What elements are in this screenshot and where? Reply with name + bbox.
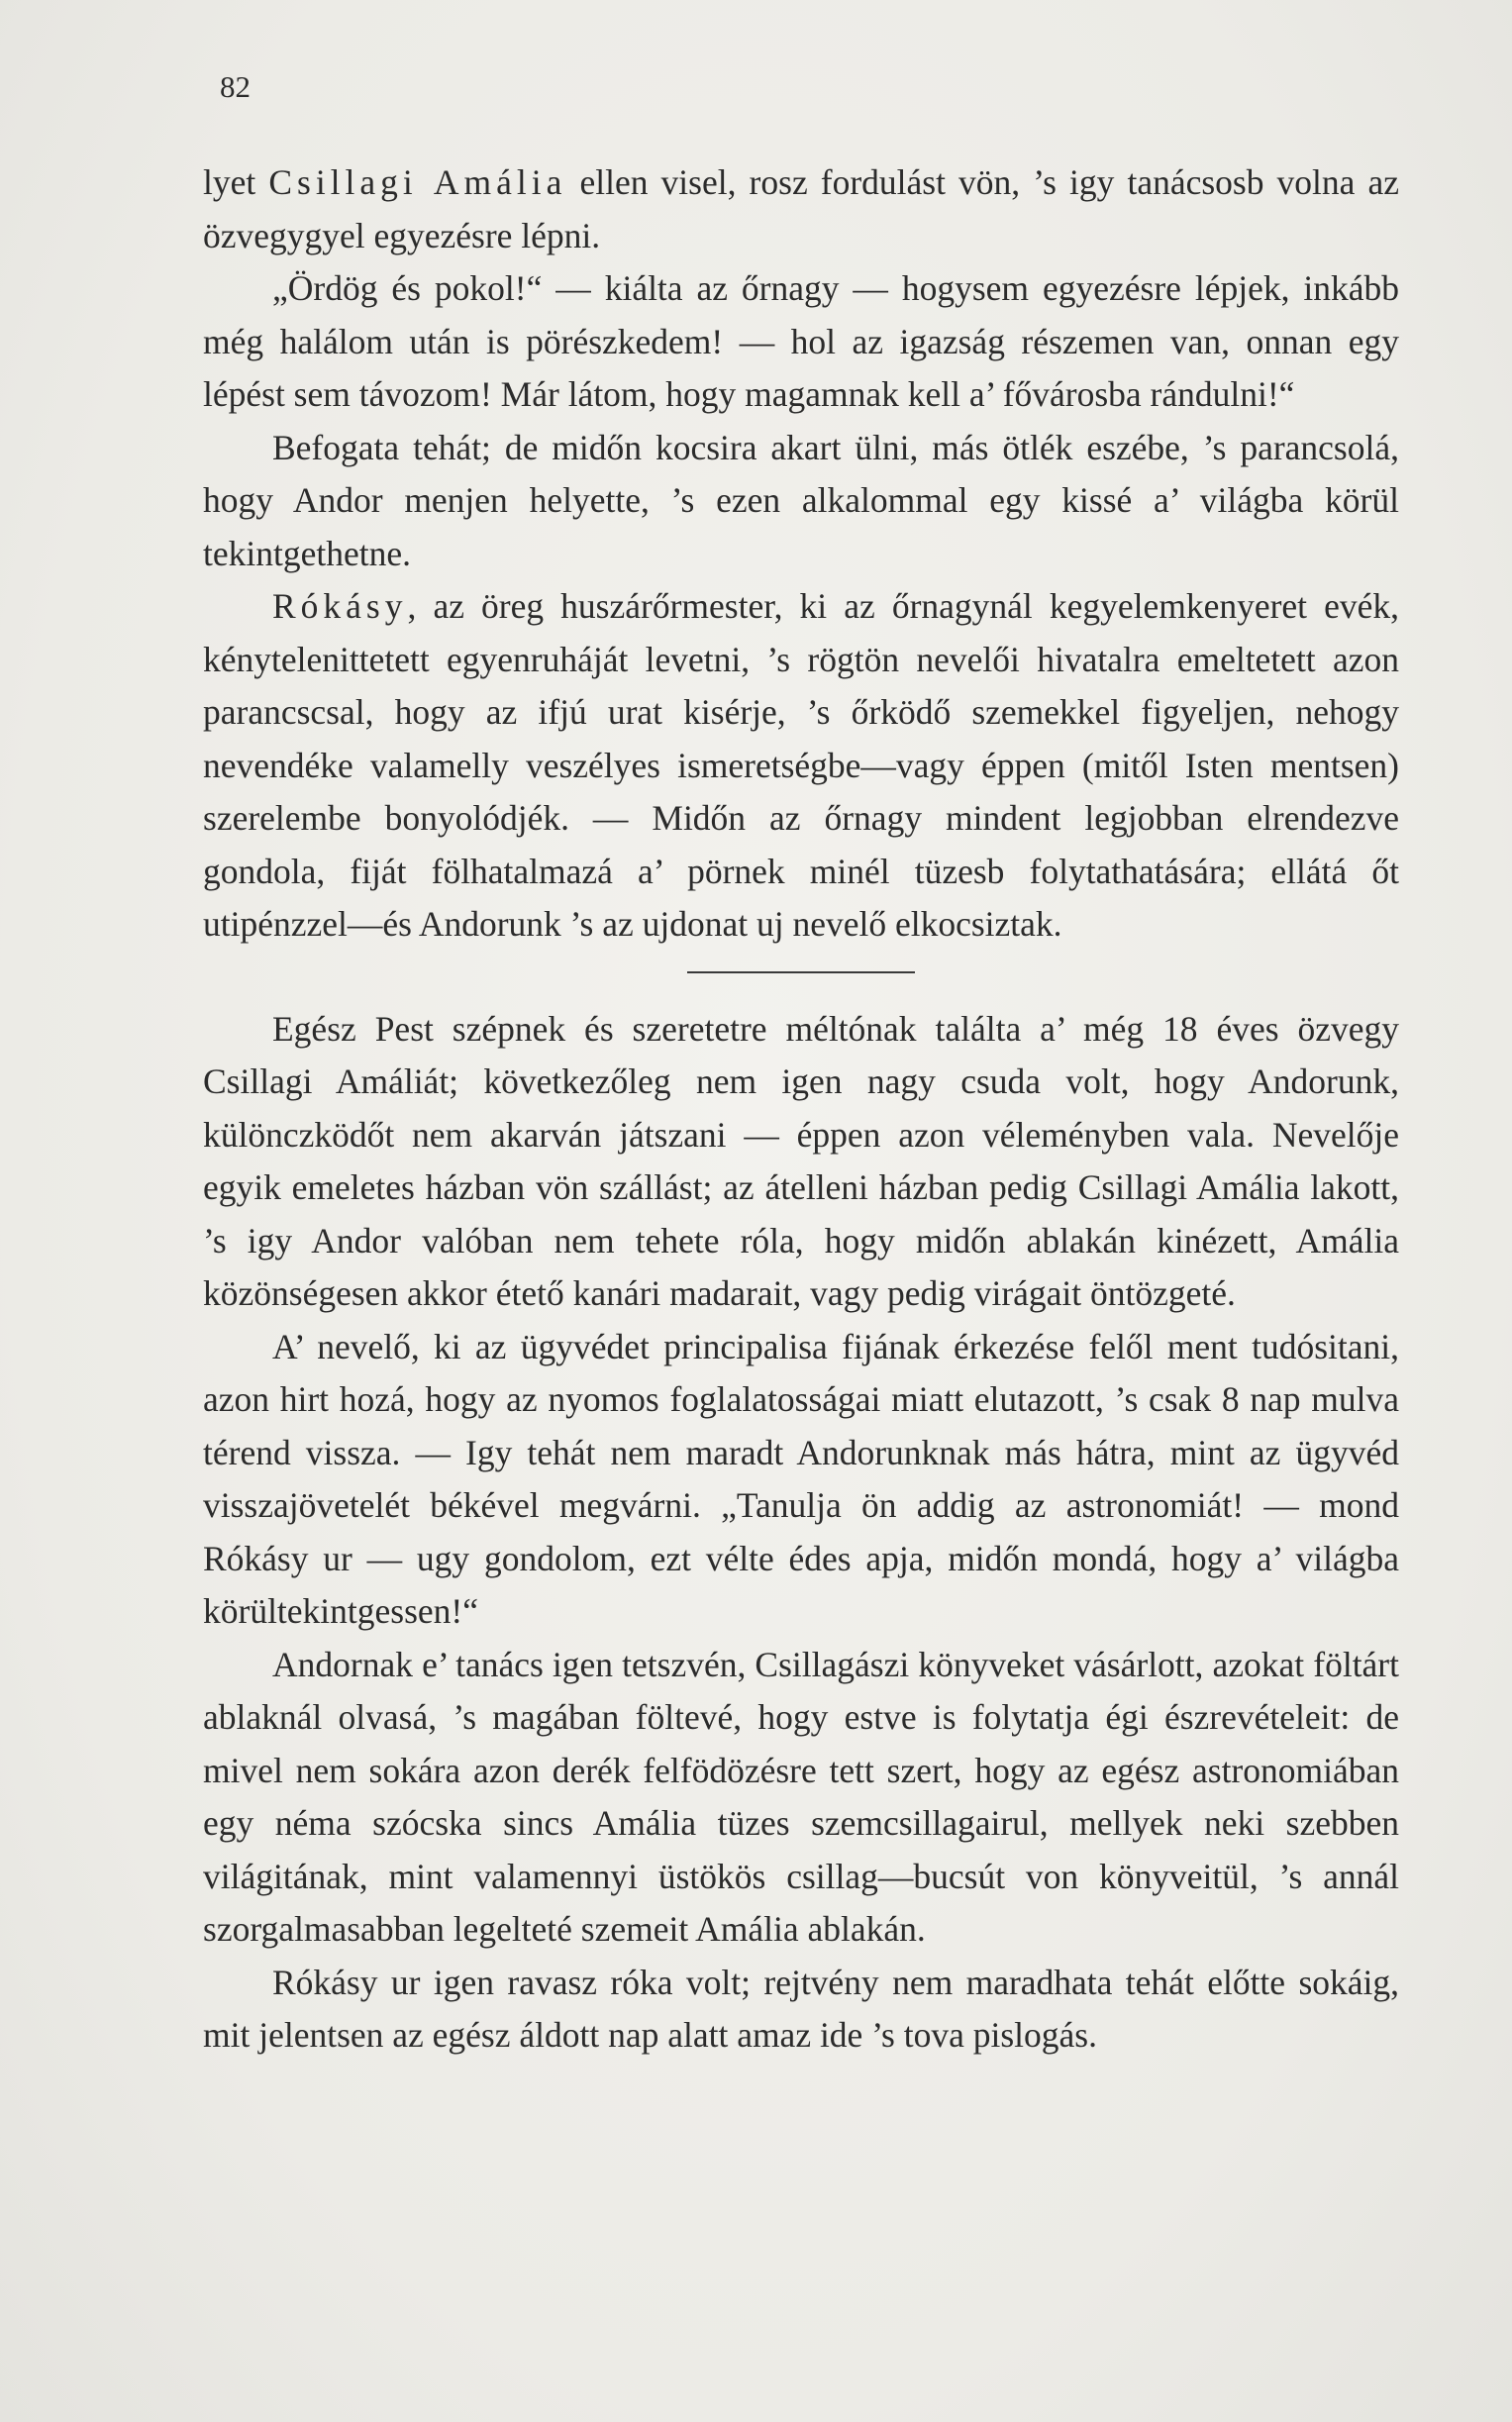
paragraph-text: ellen visel, rosz fordulást vön, ’s igy tanácsosb volna az özvegygyel egyezésre lépni. [203,162,1400,255]
paragraph: Rókásy ur igen ravasz róka volt; rejtvény nem maradhata tehát előtte sokáig, mit jelentsen az egész áldott nap alatt amaz ide ’s tova pislogás. [203,1962,1399,2055]
paragraph-text: , az öreg huszárőrmester, ki az őrnagynál kegyelemkenyeret evék, kénytelenittetett egyenruháját levetni, ’s rögtön nevelői hivatalra emeltetett azon parancscsal, hogy az ifjú urat kisérje, ’s őrködő szemekkel figyeljen, nehogy nevendéke valamelly veszélyes ismeretségbe—vagy éppen (mitől Isten mentsen) szerelembe bonyolódjék. — Midőn az őrnagy mindent legjobban elrendezve gondola, fiját fölhatalmazá a’ pörnek minél tüzesb folytathatására; ellátá őt utipénzzel—és Andorunk ’s az ujdonat uj nevelő elkocsiztak. [203,586,1399,944]
paragraph [203,156,1399,262]
character-name: Rókásy [272,586,408,626]
section-divider [687,971,915,973]
body-text [203,156,1399,2063]
page-number: 82 [220,69,251,104]
character-name: Csillagi Amália [268,162,567,202]
paragraph: Andornak e’ tanács igen tetszvén, Csillagászi könyveket vásárlott, azokat föltárt ablaknál olvasá, ’s magában föltevé, hogy estve is folytatja égi észrevételeit: de mivel nem sokára azon derék felfödözésre tett szert, hogy az egész astronomiában egy néma szócska sincs Amália tüzes szemcsillagairul, mellyek neki szebben világitának, mint valamennyi üstökös csillag—bucsút von könyveitül, ’s annál szorgalmasabban legelteté szemeit Amália ablakán. [203,1644,1399,1949]
paragraph: „Ördög és pokol!“ — kiálta az őrnagy — hogysem egyezésre lépjek, inkább még halálom után is pörészkedem! — hol az igazság részemen van, onnan egy lépést sem távozom! Már látom, hogy magamnak kell a’ fővárosba rándulni!“ [203,268,1399,414]
paragraph: Egész Pest szépnek és szeretetre méltónak találta a’ még 18 éves özvegy Csillagi Amáliát; következőleg nem igen nagy csuda volt, hogy Andorunk, különczködőt nem akarván játszani — éppen azon véleményben vala. Nevelője egyik emeletes házban vön szállást; az átelleni házban pedig Csillagi Amália lakott, ’s igy Andor valóban nem tehete róla, hogy midőn ablakán kinézett, Amália közönségesen akkor étető kanári madarait, vagy pedig virágait öntözgeté. [203,1008,1399,1313]
paragraph-text: lyet [203,162,269,202]
paragraph: A’ nevelő, ki az ügyvédet principalisa fijának érkezése felől ment tudósitani, azon hirt hozá, hogy az nyomos foglalatosságai miatt elutazott, ’s csak 8 nap mulva térend vissza. — Igy tehát nem maradt Andorunknak más hátra, mint az ügyvéd visszajövetelét békével megvárni. „Tanulja ön addig az astronomiát! — mond Rókásy ur — ugy gondolom, ezt vélte édes apja, midőn mondá, hogy a’ világba körültekintgessen!“ [203,1326,1399,1631]
paragraph: Befogata tehát; de midőn kocsira akart ülni, más ötlék eszébe, ’s parancsolá, hogy Andor menjen helyette, ’s ezen alkalommal egy kissé a’ világba körül tekintgethetne. [203,427,1399,573]
paragraph [203,580,1399,952]
